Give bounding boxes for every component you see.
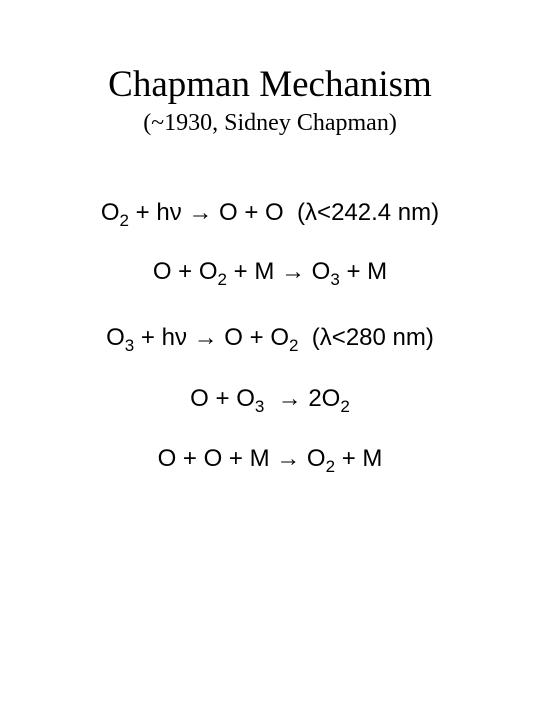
equation-subscript: 3 (124, 336, 135, 355)
equation-subscript: 3 (254, 397, 265, 416)
equation-subscript: 2 (217, 270, 227, 289)
equation-subscript: 2 (119, 211, 129, 230)
equation-text: O + O (152, 258, 218, 285)
equation-ozone-formation (0, 257, 540, 287)
equation-text: O + O + M → O (157, 445, 326, 472)
slide-subtitle: (~1930, Sidney Chapman) (143, 110, 397, 136)
equation-text: → 2O (264, 385, 341, 412)
equation-o3-photolysis (0, 323, 540, 353)
equation-subscript: 3 (330, 270, 340, 289)
equation-subscript: 2 (289, 336, 299, 355)
equation-text: + hν → O + O (134, 324, 289, 351)
equation-text: O (106, 324, 125, 351)
equation-subscript: 2 (325, 457, 336, 476)
equation-o-o3-reaction (0, 384, 540, 414)
equation-text: + M → O (226, 258, 331, 285)
equation-text: O (100, 199, 120, 226)
equation-text: + hν → O + O (λ<242.4 nm) (129, 199, 440, 226)
equation-o2-photolysis (0, 198, 540, 228)
equation-text: O + O (190, 385, 255, 412)
equation-text: + M (339, 258, 388, 285)
equation-text: + M (335, 445, 383, 472)
equation-o-recombination (0, 444, 540, 474)
slide-title: Chapman Mechanism (108, 64, 432, 105)
equation-subscript: 2 (340, 397, 350, 416)
equation-text: (λ<280 nm) (298, 324, 434, 351)
